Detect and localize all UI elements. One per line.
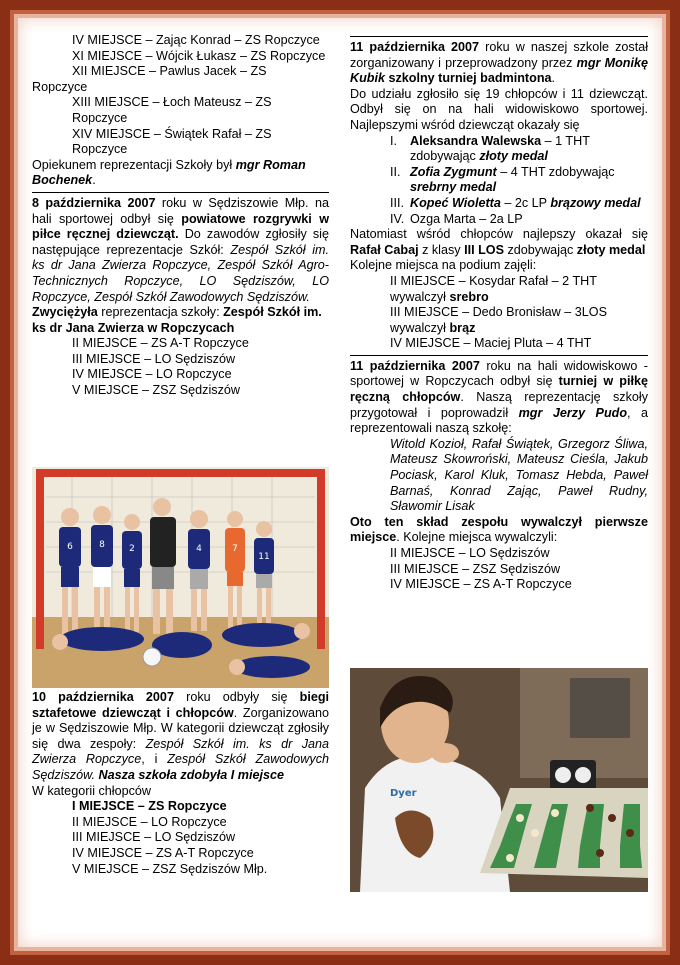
caretaker-name: mgr Roman Bochenek (32, 157, 306, 188)
relay-paragraph: 10 października 2007 roku odbyły się biegi sztafetowe dziewcząt i chłopców. Zorganizowano je w Sędziszowie Młp. W kategorii dziewcząt zgłosiły się dwa zespoły: Zespół Szkół im. ks dr Jana Zwierza Ropczyce, i Zespół Szkół Zawodowych Sędziszów. Nasza szkoła zdobyła I miejsce (32, 690, 330, 782)
handball-girls-paragraph: 8 października 2007 roku w Sędziszowie Młp. na hali sportowej odbył się powiatowe rozgrywki w piłce ręcznej dziewcząt. Do zawodów zgłosiły się następujące reprezentacje Szkół: Zespół Szkół im. ks dr Jana Zwierza Ropczyce, Zespół Szkół Agro-Technicznych Ropczyce, LO Sędziszów, LO Ropczyce, Zespół Szkół Zawodowych Sędziszów. (32, 195, 329, 304)
place-line: IV MIEJSCE – LO Ropczyce (72, 367, 232, 382)
divider (350, 355, 648, 356)
girls-result-item: II. Zofia Zygmunt – 4 THT zdobywając srebrny medal (390, 164, 615, 195)
place-line: V MIEJSCE – ZSZ Sędziszów (72, 383, 240, 398)
boys-handball-paragraph: 11 października 2007 roku na hali widowiskowo - sportowej w Ropczycach odbył się turniej w piłkę ręczną chłopców. Naszą reprezentację szkoły przygotował i poprowadził mgr Jerzy Pudo, a reprezentowali naszą szkołę: (350, 358, 648, 436)
svg-text:8: 8 (99, 540, 105, 550)
girls-result-item: III. Kopeć Wioletta – 2c LP brązowy medal (390, 195, 641, 210)
svg-text:7: 7 (232, 544, 238, 554)
place-line: III MIEJSCE – LO Sędziszów (72, 830, 236, 845)
event-date: 11 października 2007 (350, 358, 480, 373)
result-line: XII MIEJSCE – Pawlus Jacek – ZS (72, 64, 267, 79)
right-column (350, 33, 648, 593)
place-line: IV MIEJSCE – ZS A-T Ropczyce (390, 577, 572, 592)
event-date: 8 października 2007 (32, 195, 156, 210)
place-line: III MIEJSCE – ZSZ Sędziszów (390, 561, 561, 576)
boys-winner-paragraph: Natomiast wśród chłopców najlepszy okazał się Rafał Cabaj z klasy III LOS zdobywając złoty medal (350, 227, 648, 257)
team-result-paragraph: Oto ten skład zespołu wywalczył pierwsze miejsce. Kolejne miejsca wywalczyli: (350, 514, 648, 545)
boys-category-label: W kategorii chłopców (32, 783, 151, 798)
svg-text:6: 6 (67, 542, 73, 552)
result-line: XIII MIEJSCE – Łoch Mateusz – ZS Ropczyce (72, 95, 272, 125)
place-line: IV MIEJSCE – ZS A-T Ropczyce (72, 845, 254, 860)
place-line: II MIEJSCE – LO Sędziszów (390, 546, 550, 560)
place-line: II MIEJSCE – ZS A-T Ropczyce (72, 336, 249, 351)
place-line: V MIEJSCE – ZSZ Sędziszów Młp. (72, 861, 268, 876)
left-column-lower (32, 690, 329, 877)
chess-photo-illustration (350, 668, 648, 892)
result-line-continued: Ropczyce (32, 79, 88, 94)
left-column (32, 33, 329, 399)
event-date: 11 października 2007 (350, 40, 480, 54)
result-line: XIV MIEJSCE – Świątek Rafał – ZS Ropczyce (72, 126, 272, 157)
divider (350, 36, 648, 37)
team-photo (32, 467, 329, 688)
place-line: II MIEJSCE – LO Ropczyce (72, 814, 227, 829)
badminton-details: Do udziału zgłosiło się 19 chłopców i 11 dziewcząt. Odbył się on na hali widowiskowo sportowej. Najlepszymi wśród dziewcząt okazały się (350, 86, 648, 132)
result-line: IV MIEJSCE – Zając Konrad – ZS Ropczyce (72, 33, 320, 47)
caretaker-paragraph: Opiekunem reprezentacji Szkoły był mgr Roman Bochenek. (32, 157, 306, 188)
chess-photo (350, 668, 648, 892)
podium-line: III MIEJSCE – Dedo Bronisław – 3LOS wywalczył brąz (390, 305, 607, 335)
place-line: III MIEJSCE – LO Sędziszów (72, 351, 236, 366)
shirt-logo: Dyer (390, 788, 417, 799)
badminton-paragraph: 11 października 2007 roku w naszej szkole został zorganizowany i przeprowadzony przez mgr Monikę Kubik szkolny turniej badmintona. (350, 40, 648, 86)
girls-result-item: I. Aleksandra Walewska – 1 THT zdobywając złoty medal (390, 133, 590, 164)
svg-text:2: 2 (129, 544, 135, 554)
divider (32, 192, 329, 193)
podium-label: Kolejne miejsca na podium zajęli: (350, 258, 537, 273)
svg-text:11: 11 (258, 552, 270, 562)
podium-line: II MIEJSCE – Kosydar Rafał – 2 THT wywalczył srebro (390, 273, 597, 304)
svg-text:4: 4 (196, 544, 202, 554)
team-photo-illustration (32, 467, 329, 688)
event-date: 10 października 2007 (32, 690, 174, 704)
place-line-first: I MIEJSCE – ZS Ropczyce (72, 799, 227, 814)
winner-paragraph: Zwyciężyła reprezentacja szkoły: Zespół Szkół im. ks dr Jana Zwierza w Ropczycach (32, 305, 322, 335)
result-line: XI MIEJSCE – Wójcik Łukasz – ZS Ropczyce (72, 48, 326, 63)
girls-result-item: IV. Ozga Marta – 2a LP (390, 211, 523, 226)
podium-line: IV MIEJSCE – Maciej Pluta – 4 THT (390, 336, 592, 351)
players-list: Witold Kozioł, Rafał Świątek, Grzegorz Śliwa, Mateusz Skowroński, Mateusz Cieśla, Jakub Pociask, Karol Kluk, Tomasz Hebda, Paweł Barnaś, Konrad Zając, Paweł Rudny, Sławomir Lisak (390, 436, 648, 514)
